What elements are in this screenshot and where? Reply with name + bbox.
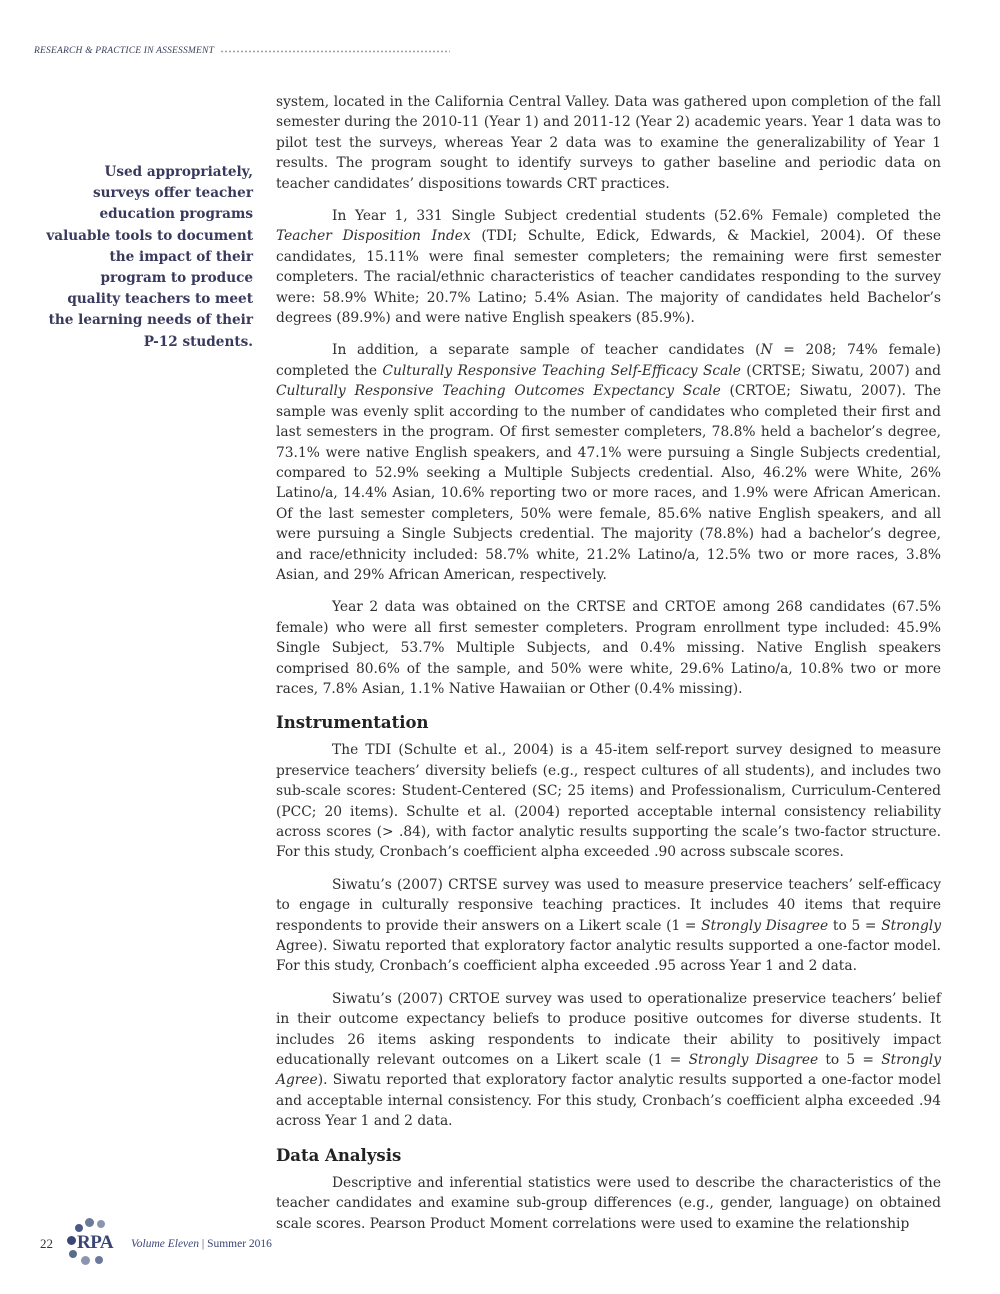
paragraph: Descriptive and inferential statistics were used to describe the characteristics of the teacher candidates and examine sub-group differences (e.g., gender, language) on obtained scale scores. Pearson Product Moment correlations were used to examine the relationship bbox=[276, 1174, 941, 1232]
page-number: 22 bbox=[40, 1236, 53, 1251]
paragraph: In Year 1, 331 Single Subject credential students (52.6% Female) completed the Teacher Disposition Index (TDI; Schulte, Edick, Edwards, & Mackiel, 2004). Of these candidates, 15.11% were final semester completers; the remaining were first semester completers. The racial/ethnic characteristics of teacher candidates responding to the survey were: 58.9% White; 20.7% Latino; 5.4% Asian. The majority of candidates held Bachelor’s degrees (89.9%) and were native English speakers (85.9%). bbox=[276, 208, 941, 327]
journal-title: RESEARCH & PRACTICE IN ASSESSMENT bbox=[34, 46, 215, 56]
section-heading-instrumentation: Instrumentation bbox=[276, 713, 429, 733]
running-header bbox=[34, 46, 450, 56]
page-footer bbox=[40, 1218, 272, 1270]
paragraph: Siwatu’s (2007) CRTOE survey was used to operationalize preservice teachers’ belief in their outcome expectancy beliefs to produce positive outcomes for diverse students. It includes 26 items asking respondents to indicate their ability to positively impact educationally relevant outcomes on a Likert scale (1 = Strongly Disagree to 5 = Strongly Agree). Siwatu reported that exploratory factor analytic results supported a one-factor model and acceptable internal consistency. For this study, Cronbach’s coefficient alpha exceeded .94 across Year 1 and 2 data. bbox=[276, 990, 942, 1130]
paragraph: system, located in the California Central Valley. Data was gathered upon completion of the fall semester during the 2010-11 (Year 1) and 2011-12 (Year 2) academic years. Year 1 data was to pilot test the surveys, whereas Year 2 data was to examine the generalizability of Year 1 results. The program sought to identify surveys to gather baseline and periodic data on teacher candidates’ dispositions towards CRT practices. bbox=[276, 94, 941, 192]
paragraph: Siwatu’s (2007) CRTSE survey was used to measure preservice teachers’ self-efficacy to engage in culturally responsive teaching practices. It includes 40 items that require respondents to provide their answers on a Likert scale (1 = Strongly Disagree to 5 = Strongly Agree). Siwatu reported that exploratory factor analytic results supported a one-factor model. For this study, Cronbach’s coefficient alpha exceeded .95 across Year 1 and 2 data. bbox=[276, 876, 942, 975]
section-heading-data-analysis: Data Analysis bbox=[276, 1145, 402, 1165]
logo-wordmark: RPA bbox=[77, 1232, 114, 1253]
paragraph: In addition, a separate sample of teacher candidates (N = 208; 74% female) completed the Culturally Responsive Teaching Self-Efficacy Scale (CRTSE; Siwatu, 2007) and Culturally Responsive Teaching Outcomes Expectancy Scale (CRTOE; Siwatu, 2007). The sample was evenly split according to the number of candidates who completed their first and last semesters in the program. Of first semester completers, 78.8% held a bachelor’s degree, 73.1% were native English speakers, and 47.1% were pursuing a Single Subjects credential, compared to 52.9% seeking a Multiple Subjects credential. Also, 46.2% were White, 26% Latino/a, 14.4% Asian, 10.6% reporting two or more races, and 1.9% were African American. Of the last semester completers, 50% were female, 85.6% native English speakers, and all were pursuing a Single Subjects credential. The majority (78.8%) had a bachelor’s degree, and race/ethnicity included: 58.7% white, 21.2% Latino/a, 12.5% two or more races, 3.8% Asian, and 29% African American, respectively. bbox=[276, 342, 942, 583]
article-body bbox=[276, 92, 941, 1246]
rpa-logo bbox=[63, 1218, 123, 1270]
paragraph: The TDI (Schulte et al., 2004) is a 45-item self-report survey designed to measure preservice teachers’ diversity beliefs (e.g., respect cultures of all students), and includes two sub-scale scores: Student-Centered (SC; 25 items) and Professionalism, Curriculum-Centered (PCC; 20 items). Schulte et al. (2004) reported acceptable internal consistency reliability across scores (> .84), with factor analytic results supporting the scale’s two-factor structure. For this study, Cronbach’s coefficient alpha exceeded .90 across subscale scores. bbox=[276, 742, 941, 861]
issue-info: Volume Eleven | Summer 2016 bbox=[131, 1238, 272, 1250]
dotted-rule bbox=[220, 50, 450, 53]
pull-quote: Used appropriately, surveys offer teacher education programs valuable tools to document the impact of their program to produce quality teachers to meet the learning needs of their P-12 students. bbox=[46, 164, 253, 350]
paragraph: Year 2 data was obtained on the CRTSE and CRTOE among 268 candidates (67.5% female) who were all first semester completers. Program enrollment type included: 45.9% Single Subject, 53.7% Multiple Subjects, and 0.4% missing. Native English speakers comprised 80.6% of the sample, and 50% were white, 29.6% Latino/a, 10.8% two or more races, 7.8% Asian, 1.1% Native Hawaiian or Other (0.4% missing). bbox=[276, 599, 941, 697]
